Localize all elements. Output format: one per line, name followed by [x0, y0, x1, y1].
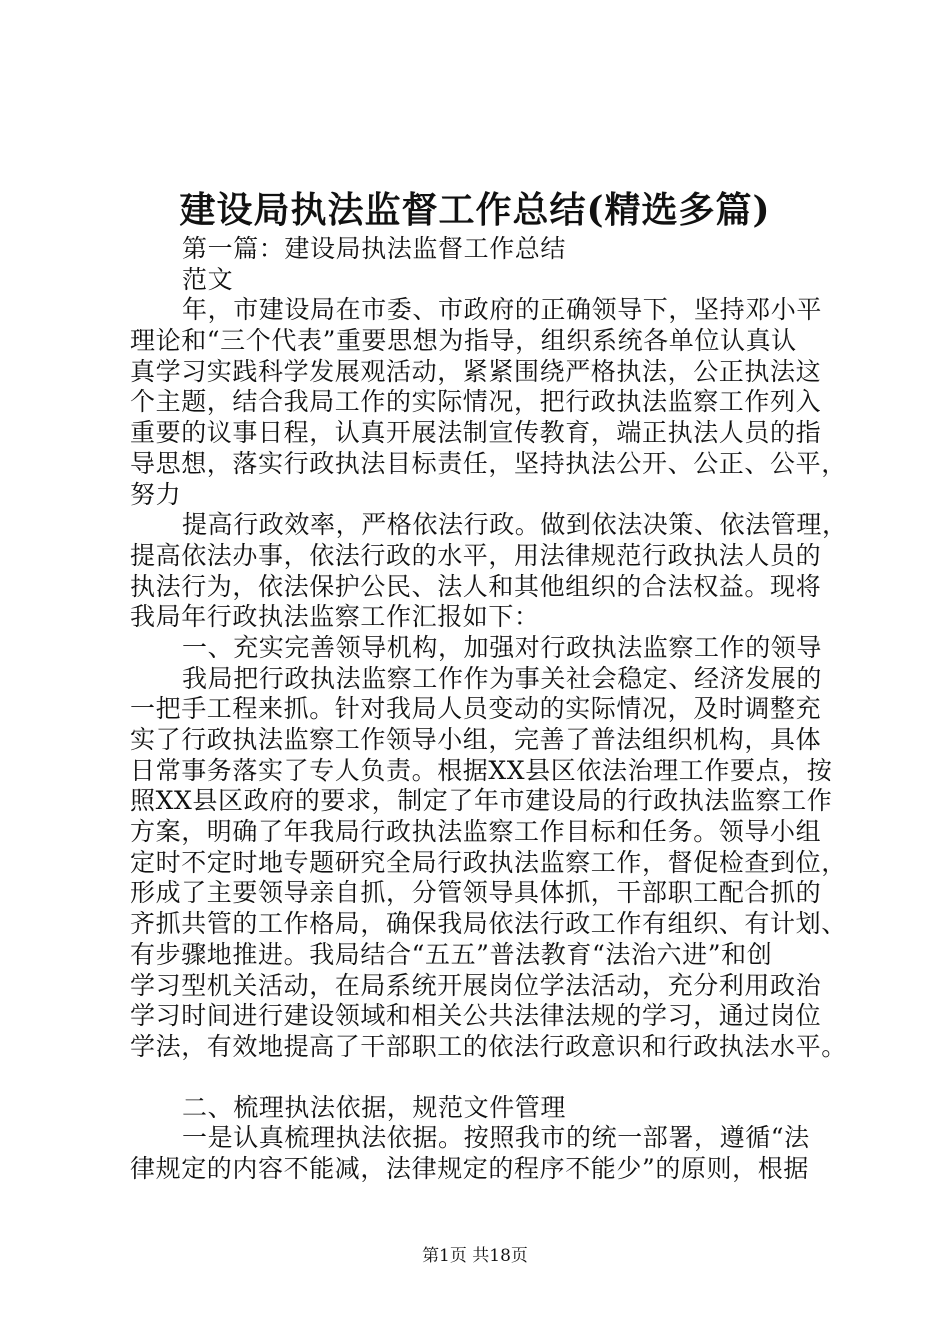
text-line: 实了行政执法监察工作领导小组，完善了普法组织机构，具体 — [130, 725, 822, 754]
text-line: 律规定的内容不能减，法律规定的程序不能少”的原则，根据 — [130, 1153, 809, 1183]
text-line: 日常事务落实了专人负责。根据XX县区依法治理工作要点，按 — [130, 755, 833, 785]
text-line: 方案，明确了年我局行政执法监察工作目标和任务。领导小组 — [130, 817, 822, 847]
text-line: 执法行为，依法保护公民、法人和其他组织的合法权益。现将 — [130, 571, 822, 601]
text-line: 学习时间进行建设领域和相关公共法律法规的学习，通过岗位 — [130, 1001, 822, 1031]
text-line: 定时不定时地专题研究全局行政执法监察工作，督促检查到位， — [130, 847, 847, 877]
text-line: 努力 — [130, 479, 182, 509]
text-line: 范文 — [182, 264, 234, 294]
text-line: 一是认真梳理执法依据。按照我市的统一部署，遵循“法 — [182, 1123, 810, 1153]
text-line: 真学习实践科学发展观活动，紧紧围绕严格执法，公正执法这 — [130, 356, 822, 386]
text-line: 一把手工程来抓。针对我局人员变动的实际情况，及时调整充 — [130, 694, 822, 724]
text-line: 形成了主要领导亲自抓，分管领导具体抓，干部职工配合抓的 — [130, 878, 822, 908]
text-line: 我局把行政执法监察工作作为事关社会稳定、经济发展的 — [182, 663, 823, 693]
text-line: 学法，有效地提高了干部职工的依法行政意识和行政执法水平。 — [130, 1031, 847, 1061]
page-footer: 第1页 共18页 — [422, 1246, 528, 1266]
text-line: 导思想，落实行政执法目标责任，坚持执法公开、公正、公平， — [130, 448, 847, 478]
text-line: 第一篇：建设局执法监督工作总结 — [182, 234, 567, 263]
text-line: 理论和“三个代表”重要思想为指导，组织系统各单位认真认 — [130, 326, 797, 356]
paragraph-block-first — [130, 234, 848, 1063]
document-body — [130, 234, 848, 1185]
text-line: 我局年行政执法监察工作汇报如下： — [130, 602, 540, 632]
text-line: 二、梳理执法依据，规范文件管理 — [182, 1092, 567, 1122]
text-line: 个主题，结合我局工作的实际情况，把行政执法监察工作列入 — [130, 387, 822, 417]
paragraph-block-second — [130, 1093, 840, 1185]
paragraph-gap — [130, 1063, 840, 1093]
text-line: 重要的议事日程，认真开展法制宣传教育，端正执法人员的指 — [130, 418, 822, 448]
text-line: 学习型机关活动，在局系统开展岗位学法活动，充分利用政治 — [130, 970, 822, 1000]
text-line: 提高依法办事，依法行政的水平，用法律规范行政执法人员的 — [130, 540, 822, 570]
text-line: 提高行政效率，严格依法行政。做到依法决策、依法管理， — [182, 510, 848, 540]
document-title: 建设局执法监督工作总结(精选多篇) — [179, 189, 771, 231]
text-line: 齐抓共管的工作格局，确保我局依法行政工作有组织、有计划、 — [130, 909, 847, 939]
text-line: 照XX县区政府的要求，制定了年市建设局的行政执法监察工作 — [130, 786, 833, 816]
text-line: 年，市建设局在市委、市政府的正确领导下，坚持邓小平 — [182, 295, 823, 325]
text-line: 有步骤地推进。我局结合“五五”普法教育“法治六进”和创 — [130, 939, 773, 969]
text-line: 一、充实完善领导机构，加强对行政执法监察工作的领导 — [182, 632, 823, 662]
